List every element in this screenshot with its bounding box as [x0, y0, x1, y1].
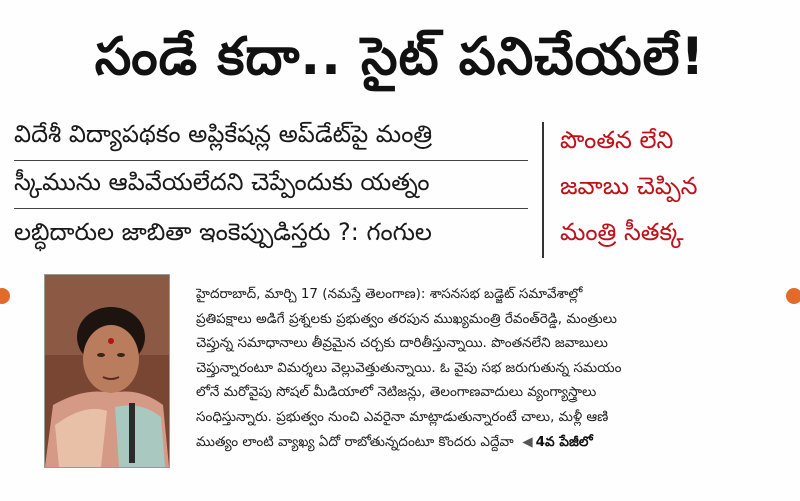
deck-line-3: లబ్ధిదారుల జాబితా ఇంకెప్పుడిస్తరు ?: గంగుల	[14, 218, 432, 246]
body-line: చెప్తున్న సమాధానాలు తీవ్రమైన చర్చకు దారితీస్తున్నాయి. పొంతనలేని జవాబులు	[196, 335, 608, 352]
jump-arrow-icon: ◀	[517, 433, 533, 450]
page-jump-label: 4వ పేజీలో	[535, 433, 593, 450]
body-line: సంధిస్తున్నారు. ప్రభుత్వం నుంచి ఎవరైనా మాట్లాడుతున్నారంటే చాలు, మళ్లీ ఆణి	[196, 408, 609, 425]
minister-photo	[44, 274, 170, 468]
orange-marker-dot	[786, 288, 800, 304]
divider	[14, 208, 528, 209]
body-line-text: ముత్యం లాంటి వ్యాఖ్య ఏదో రాబోతున్నదంటూ కొందరు ఎద్దేవా	[196, 433, 514, 450]
portrait-illustration	[45, 275, 169, 467]
vertical-divider	[542, 122, 544, 258]
side-quote-line-1: పొంతన లేని	[560, 126, 674, 154]
body-line: లోనే మరోవైపు సోషల్ మీడియాలో నెటిజన్లు, తెలంగాణవాదులు వ్యంగ్యాస్త్రాలు	[196, 384, 597, 401]
deck-line-1: విదేశీ విద్యాపథకం అప్లికేషన్ల అప్‌డేట్‌పై మంత్రి	[14, 120, 433, 148]
body-line-last	[196, 430, 776, 455]
side-quote-line-3: మంత్రి సీతక్క	[560, 218, 684, 246]
headline: సండే కదా.. సైట్ పనిచేయలే!	[94, 27, 706, 87]
body-line: ప్రతిపక్షాలు అడిగే ప్రశ్నలకు ప్రభుత్వం తరపున ముఖ్యమంత్రి రేవంత్‌రెడ్డి, మంత్రులు	[196, 310, 617, 327]
body-line: చెప్తున్నారంటూ విమర్శలు వెల్లువెత్తుతున్నాయి. ఓ వైపు సభ జరుగుతున్న సమయం	[196, 359, 622, 376]
deck-line-2: స్కీమును ఆపివేయలేదని చెప్పేందుకు యత్నం	[14, 168, 430, 196]
body-line: హైదరాబాద్, మార్చి 17 (నమస్తే తెలంగాణ): శాసనసభ బడ్జెట్ సమావేశాల్లో	[196, 286, 583, 302]
divider	[14, 160, 528, 161]
orange-marker-dot	[0, 288, 10, 304]
article-body	[196, 282, 776, 454]
side-quote-line-2: జవాబు చెప్పిన	[560, 172, 698, 200]
